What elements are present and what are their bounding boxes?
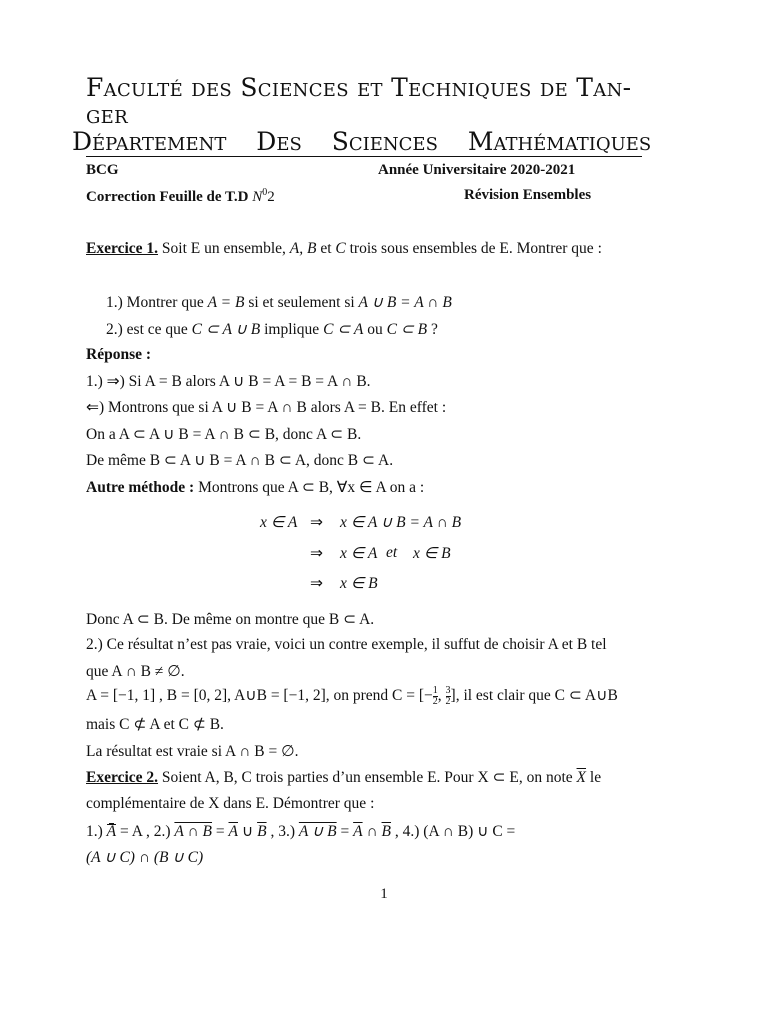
ex2-items: 1.) A = A , 2.) A ∩ $B = \overline{A}$ ∪ $\overline{B}$ , 3.) A ∪ $B = \overline{A}$ ∩ $\overline{B}$ , 4.) (A ∩ B) ∪ C =: [86, 823, 516, 840]
fraction: $\frac{1}{2}$: [432, 685, 438, 707]
ex2-statement-cont: complémentaire de X dans E. Démontrer que :: [86, 795, 375, 812]
ex2-statement: Exercice 2. Soient A, B, C trois parties d’un ensemble E. Pour X ⊂ E, on note $\overline{X}$ le: [86, 769, 602, 786]
document-page: Faculté des Sciences et Techniques de Tan- ger Département Des Sciences Mathématiques BCG Année Universitaire 2020-2021 Correction Feuille de T.D $N^02$ Révision Ensembles Exercice 1. Soit E un ensemble, A, B et C trois sous ensembles de E. Montrer que : 1.) Montrer que A = B si et seulement si A ∪ B = A ∩ B 2.) est ce que C ⊂ A ∪ B implique C ⊂ A ou C ⊂ B ? Réponse : 1.) ⇒) Si A = B alors A ∪ B = A = B = A ∩ B. ⇐) Montrons que si A ∪ B = A ∩ B alors A = B. En effet : On a A ⊂ A ∪ B = A ∩ B ⊂ B, donc A ⊂ B. De même B ⊂ A ∪ B = A ∩ B ⊂ A, donc B ⊂ A. Autre méthode : Montrons que A ⊂ B, ∀x ∈ A on a : x ∈ A ⇒ x ∈ A ∪ B = A ∩ B ⇒ x ∈ A et x ∈ B ⇒ x ∈ B Donc A ⊂ B. De même on montre que B ⊂ A. 2.) Ce résultat n’est pas vraie, voici un contre exemple, il suffut de choisir A et B tel que A ∩ B ≠ ∅. A = [−1, 1] , B = [0, 2], A∪B = [−1, 2], on prend C = [− $\frac{1}{2}$ , $\frac{3}{2}$ ], il est clair que C ⊂ A∪B mais C ⊄ A et C ⊄ B. La résultat est vraie si A ∩ B = ∅. Exercice 2. Soient A, B, C trois parties d’un ensemble E. Pour X ⊂ E, on note $\overline{X}$ le complémentaire de X dans E. Démontrer que : 1.) A = A , 2.) A ∩ $B = \overline{A}$ ∪ $\overline{B}$ , 3.) A ∪ $B = \overline{A}$ ∩ $\overline{B}$ , 4.) (A ∩ B) ∪ C = (A ∪ C) ∩ (B ∪ C) 1: [0, 0, 768, 1024]
response-line: De même B ⊂ A ∪ B = A ∩ B ⊂ A, donc B ⊂ A.: [86, 452, 394, 469]
response-line: 1.) ⇒) Si A = B alors A ∪ B = A = B = A ∩ B.: [86, 373, 371, 390]
td-title: Correction Feuille de T.D $N^02$: [86, 187, 275, 205]
response-line: mais C ⊄ A et C ⊄ B.: [86, 716, 224, 733]
equation-row: x ∈ A ⇒ x ∈ A ∪ B = A ∩ B: [260, 514, 462, 531]
faculty-title: Faculté des Sciences et Techniques de Tan- ger: [86, 73, 632, 129]
ex2-items-cont: (A ∪ C) ∩ (B ∪ C): [86, 849, 204, 866]
fraction: $\frac{3}{2}$: [445, 685, 451, 707]
counter-example-line: A = [−1, 1] , B = [0, 2], A∪B = [−1, 2], on prend C = [− $\frac{1}{2}$ , $\frac{3}{2}$ ], il est clair que C ⊂ A∪B: [86, 685, 618, 707]
response-line: La résultat est vraie si A ∩ B = ∅.: [86, 743, 299, 760]
ex1-statement: Exercice 1. Soit E un ensemble, A, B et C trois sous ensembles de E. Montrer que :: [86, 240, 602, 257]
response-line: On a A ⊂ A ∪ B = A ∩ B ⊂ B, donc A ⊂ B.: [86, 426, 362, 443]
ex1-question-2: 2.) est ce que C ⊂ A ∪ B implique C ⊂ A ou C ⊂ B ?: [106, 321, 438, 338]
response-line: que A ∩ B ≠ ∅.: [86, 663, 185, 680]
program-label: BCG: [86, 162, 119, 178]
page-number: 1: [380, 886, 388, 902]
header-rule: [86, 156, 642, 157]
ex1-question-1: 1.) Montrer que A = B si et seulement si A ∪ B = A ∩ B: [106, 294, 452, 311]
department-title: Département Des Sciences Mathématiques: [72, 127, 652, 156]
response-line: 2.) Ce résultat n’est pas vraie, voici un contre exemple, il suffut de choisir A et B tel: [86, 636, 607, 653]
response-line: ⇐) Montrons que si A ∪ B = A ∩ B alors A = B. En effet :: [86, 399, 447, 416]
response-heading: Réponse :: [86, 346, 152, 363]
academic-year: Année Universitaire 2020-2021: [378, 162, 576, 178]
other-method-line: Autre méthode : Montrons que A ⊂ B, ∀x ∈ A on a :: [86, 479, 425, 496]
td-subject: Révision Ensembles: [464, 187, 592, 203]
response-line: Donc A ⊂ B. De même on montre que B ⊂ A.: [86, 611, 375, 628]
